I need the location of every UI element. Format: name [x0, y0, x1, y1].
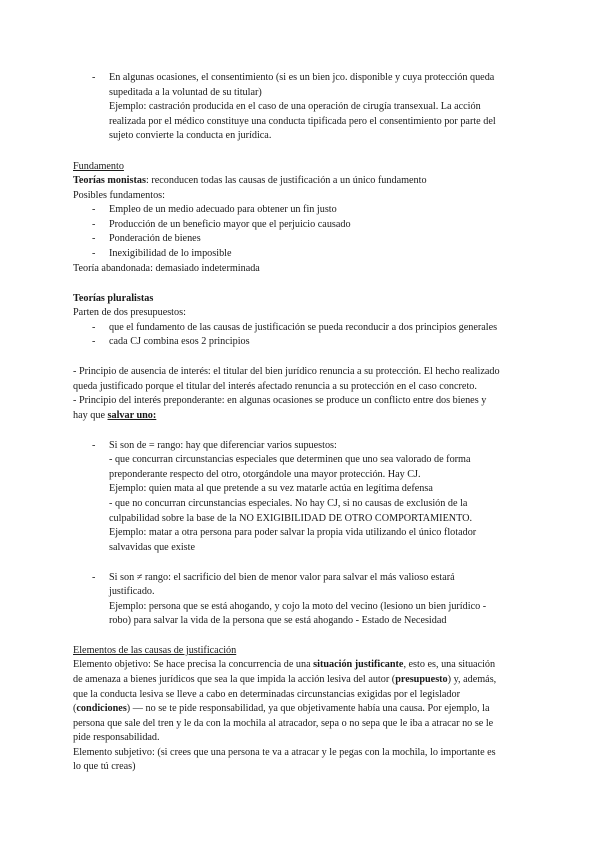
- ausencia-line: - Principio de ausencia de interés: el titular del bien jurídico renuncia a su protección. El hecho realizado: [73, 366, 500, 377]
- bullet-dash: -: [92, 248, 96, 259]
- rango-igual-line: - que concurran circunstancias especiales que determinen que uno sea valorado de forma: [109, 454, 471, 465]
- elemento-objetivo-line: que la conducta lesiva se lleve a cabo en determinadas circunstancias exigidas por el legislador: [73, 689, 460, 700]
- text-run: Elemento objetivo: Se hace precisa la concurrencia de una: [73, 659, 314, 670]
- pluralistas-heading: Teorías pluralistas: [73, 293, 154, 304]
- intro-example-line: Ejemplo: castración producida en el caso de una operación de cirugía transexual. La acción: [109, 101, 481, 112]
- intro-item-line: En algunas ocasiones, el consentimiento (si es un bien jco. disponible y cuya protección queda: [109, 72, 495, 83]
- list-item: cada CJ combina esos 2 principios: [109, 336, 250, 347]
- rango-igual-line: preponderante respecto del otro, otorgándole una mayor protección. Hay CJ.: [109, 469, 421, 480]
- posibles-fundamentos: Posibles fundamentos:: [73, 190, 165, 201]
- elementos-heading: Elementos de las causas de justificación: [73, 645, 237, 656]
- condiciones: condiciones: [76, 703, 127, 714]
- elemento-subjetivo-line: Elemento subjetivo: (si crees que una persona te va a atracar y le pegas con la mochila, lo importante es: [73, 747, 496, 758]
- list-item: que el fundamento de las causas de justificación se pueda reconducir a dos principios generales: [109, 322, 498, 333]
- list-item: Ponderación de bienes: [109, 233, 201, 244]
- rango-distinto-line: justificado.: [109, 586, 155, 597]
- bullet-dash: -: [92, 233, 96, 244]
- elemento-objetivo-line: [73, 673, 496, 688]
- text-run: de amenaza a bienes jurídicos que sea la que impida la acción lesiva del autor (: [73, 674, 396, 685]
- preponderante-line: - Principio del interés preponderante: en algunas ocasiones se produce un conflicto entre dos bienes y: [73, 395, 487, 406]
- monistas-label: Teorías monistas: [73, 175, 146, 186]
- elemento-subjetivo-line: lo que tú creas): [73, 761, 136, 772]
- rango-igual-line: salvavidas que existe: [109, 542, 196, 553]
- bullet-dash: -: [92, 572, 96, 583]
- elemento-objetivo-line: [73, 658, 495, 673]
- elemento-objetivo-line: pide responsabilidad.: [73, 732, 160, 743]
- rango-igual-line: Ejemplo: quien mata al que pretende a su vez matarle actúa en legítima defensa: [109, 483, 433, 494]
- list-item: Inexigibilidad de lo imposible: [109, 248, 232, 259]
- text-run: ) — no se te pide responsabilidad, ya que objetivamente había una causa. Por ejemplo, la: [126, 703, 490, 714]
- text-run: (: [73, 703, 77, 714]
- rango-igual-line: Ejemplo: matar a otra persona para poder salvar la propia vida utilizando el único flotador: [109, 527, 477, 538]
- parten-line: Parten de dos presupuestos:: [73, 307, 186, 318]
- bullet-dash: -: [92, 204, 96, 215]
- elemento-objetivo-line: persona que sale del tren y le da con la mochila al atracador, sepa o no sepa que le iba a atracar no se le: [73, 718, 494, 729]
- teoria-abandonada: Teoría abandonada: demasiado indeterminada: [73, 263, 260, 274]
- list-item: Empleo de un medio adecuado para obtener un fin justo: [109, 204, 337, 215]
- monistas-line: [73, 174, 427, 189]
- rango-igual-line: culpabilidad sobre la base de la NO EXIGIBILIDAD DE OTRO COMPORTAMIENTO.: [109, 513, 473, 524]
- monistas-text: : reconducen todas las causas de justificación a un único fundamento: [145, 175, 427, 186]
- salvar-uno: salvar uno:: [107, 410, 157, 421]
- intro-item-line: supeditada a la voluntad de su titular): [109, 87, 262, 98]
- rango-igual-line: Si son de = rango: hay que diferenciar varios supuestos:: [109, 440, 337, 451]
- situacion-justificante: situación justificante: [313, 659, 404, 670]
- bullet-dash: -: [92, 336, 96, 347]
- list-item: Producción de un beneficio mayor que el perjuicio causado: [109, 219, 351, 230]
- fundamento-heading: Fundamento: [73, 161, 124, 172]
- intro-example-line: sujeto convierte la conducta en jurídica.: [109, 130, 272, 141]
- text-run: , esto es, una situación: [403, 659, 496, 670]
- bullet-dash: -: [92, 72, 96, 83]
- preponderante-line: [73, 409, 156, 424]
- ausencia-line: queda justificado porque el titular del interés afectado renuncia a su protección en el caso concreto.: [73, 381, 477, 392]
- bullet-dash: -: [92, 219, 96, 230]
- bullet-dash: -: [92, 322, 96, 333]
- preponderante-prefix: hay que: [73, 410, 108, 421]
- text-run: ) y, además,: [447, 674, 497, 685]
- presupuesto: presupuesto: [395, 674, 448, 685]
- bullet-dash: -: [92, 440, 96, 451]
- elemento-objetivo-line: [73, 702, 489, 717]
- rango-distinto-line: robo) para salvar la vida de la persona que se está ahogando - Estado de Necesidad: [109, 615, 447, 626]
- rango-distinto-line: Si son ≠ rango: el sacrificio del bien de menor valor para salvar el más valioso estará: [109, 572, 455, 583]
- rango-igual-line: - que no concurran circunstancias especiales. No hay CJ, si no causas de exclusión de la: [109, 498, 468, 509]
- intro-example-line: realizada por el médico constituye una conducta tipificada pero el consentimiento por parte del: [109, 116, 496, 127]
- rango-distinto-line: Ejemplo: persona que se está ahogando, y cojo la moto del vecino (lesiono un bien jurídico -: [109, 601, 487, 612]
